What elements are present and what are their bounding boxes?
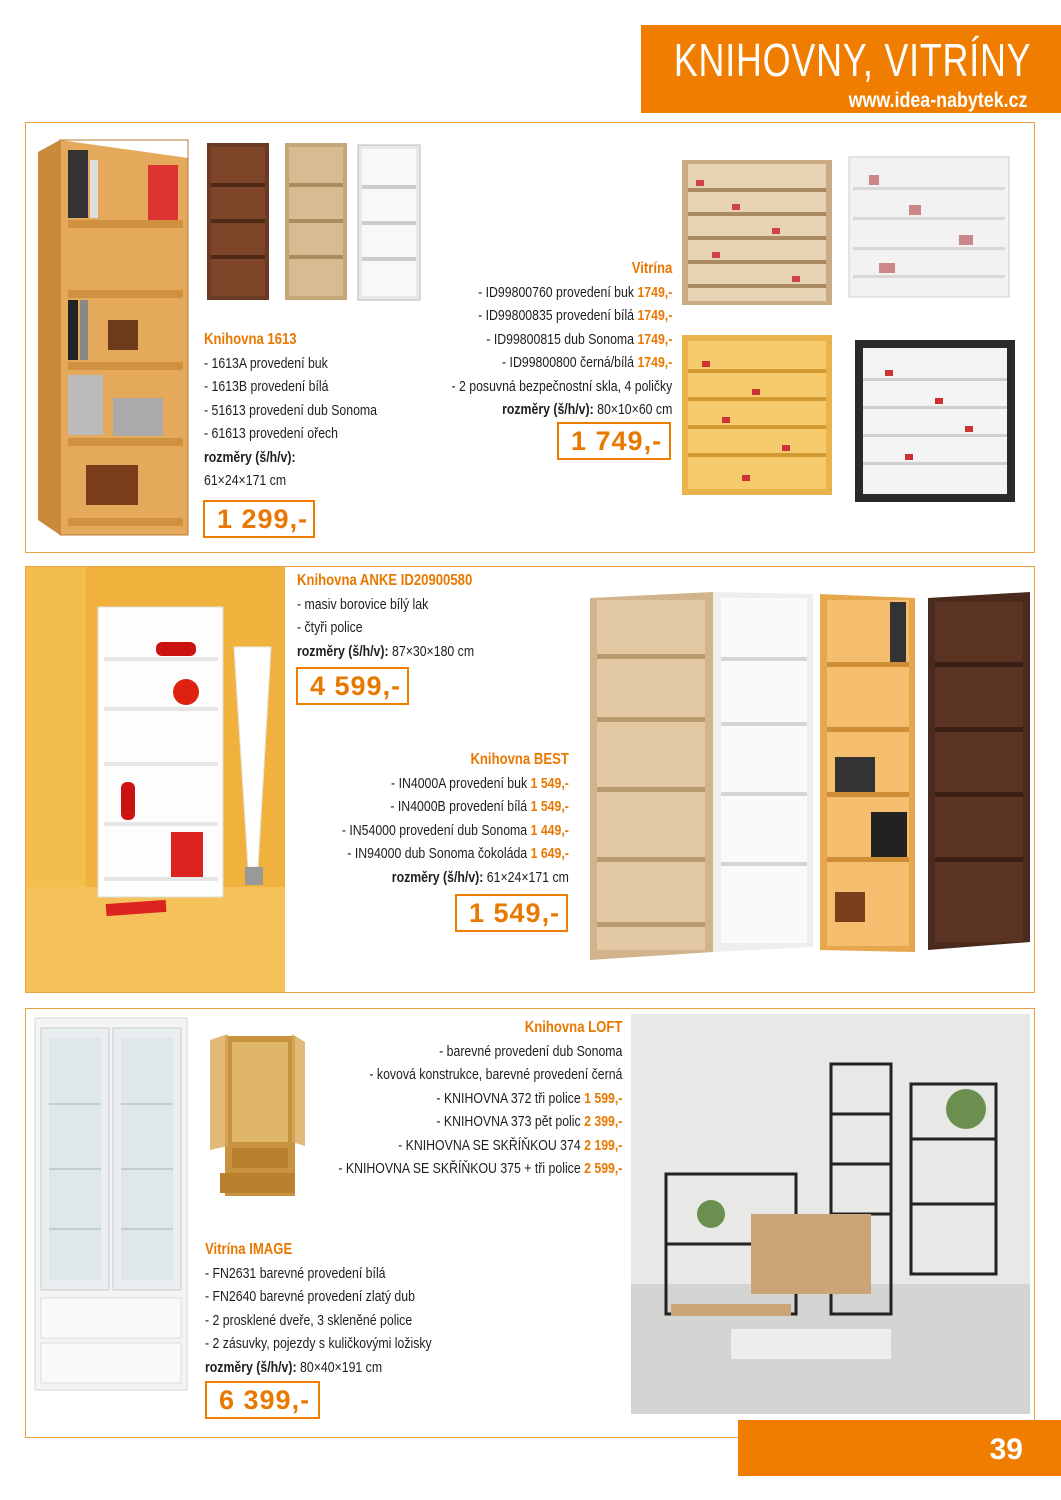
knihovna-1613-line: - 51613 provedení dub Sonoma [204, 401, 378, 419]
page-header [641, 25, 1061, 113]
page-number: 39 [738, 1420, 1061, 1476]
image-info [205, 1238, 432, 1379]
best-dimensions [342, 866, 569, 890]
vitrina-title: Vitrína [631, 260, 672, 277]
vitrina-item-text: - ID99800815 dub Sonoma [485, 330, 638, 348]
vitrina-item-text: - ID99800760 provedení buk [477, 283, 638, 301]
image-dimensions [205, 1356, 432, 1380]
best-item-price: 1 649,- [530, 845, 569, 862]
vitrina-item-price: 1749,- [637, 354, 672, 371]
bookshelf-1613-white-image [358, 145, 420, 300]
loft-item [338, 1110, 622, 1134]
knihovna-1613-info [204, 328, 377, 493]
vitrina-image-white-image [35, 1018, 187, 1390]
knihovna-loft-room-image [631, 1014, 1030, 1414]
best-dim-value: 61×24×171 cm [483, 868, 569, 886]
best-item-price: 1 449,- [530, 821, 569, 839]
vitrina-dim-label: rozměry (š/h/v): [501, 401, 594, 418]
best-item-text: - IN4000A provedení buk [391, 774, 531, 792]
loft-info [338, 1016, 622, 1181]
loft-title: Knihovna LOFT [524, 1019, 622, 1036]
bookshelf-1613-walnut-image [207, 143, 269, 300]
image-dim-label: rozměry (š/h/v): [205, 1358, 297, 1376]
loft-item-text: - KNIHOVNA SE SKŘÍŇKOU 375 + tři police [337, 1160, 584, 1177]
loft-item [338, 1087, 622, 1111]
anke-line: - masiv borovice bílý lak [297, 595, 429, 613]
knihovna-1613-dim-label: rozměry (š/h/v): [204, 448, 296, 466]
image-line: - 2 prosklené dveře, 3 skleněné police [205, 1311, 413, 1329]
vitrina-item-price: 1749,- [637, 283, 672, 301]
vitrina-dim-value: 80×10×60 cm [593, 401, 672, 418]
anke-title: Knihovna ANKE ID20900580 [297, 572, 473, 589]
vitrina-black-white-image [855, 340, 1015, 502]
anke-price: 4 599,- [296, 667, 409, 705]
bookshelf-1613-beech-image [38, 140, 188, 535]
vitrina-note: - 2 posuvná bezpečnostní skla, 4 poličky [451, 377, 672, 395]
loft-item-price: 2 599,- [583, 1160, 622, 1177]
loft-item-price: 1 599,- [583, 1089, 622, 1107]
best-item-text: - IN94000 dub Sonoma čokoláda [347, 845, 531, 862]
best-item [342, 795, 569, 819]
best-item [342, 772, 569, 796]
image-line: - FN2640 barevné provedení zlatý dub [205, 1288, 415, 1305]
loft-item [338, 1157, 622, 1181]
best-item-text: - IN4000B provedení bílá [390, 798, 531, 815]
knihovna-1613-price: 1 299,- [203, 500, 315, 538]
loft-item [338, 1134, 622, 1158]
best-item-price: 1 549,- [530, 798, 569, 815]
vitrina-item [451, 351, 672, 375]
anke-dimensions [297, 640, 474, 664]
image-title: Vitrína IMAGE [205, 1241, 293, 1258]
loft-item-text: - KNIHOVNA SE SKŘÍŇKOU 374 [397, 1136, 584, 1154]
vitrina-price: 1 749,- [557, 422, 671, 460]
image-line: - 2 zásuvky, pojezdy s kuličkovými ložisky [205, 1335, 432, 1352]
knihovna-best-image [585, 592, 1030, 962]
vitrina-white-image [849, 157, 1009, 297]
image-dim-value: 80×40×191 cm [296, 1358, 383, 1376]
knihovna-anke-room-image [26, 567, 285, 992]
vitrina-item-text: - ID99800835 provedení bílá [477, 307, 638, 324]
best-item [342, 819, 569, 843]
anke-line: - čtyři police [297, 619, 363, 636]
website-url[interactable]: www.idea-nabytek.cz [848, 89, 1027, 112]
best-dim-label: rozměry (š/h/v): [391, 868, 484, 886]
loft-line: - kovová konstrukce, barevné provedení černá [369, 1066, 622, 1083]
loft-item-text: - KNIHOVNA 373 pět polic [436, 1113, 584, 1130]
best-item [342, 842, 569, 866]
page-title: KNIHOVNY, VITRÍNY [673, 34, 1031, 86]
anke-info [297, 569, 474, 663]
knihovna-1613-title: Knihovna 1613 [204, 331, 297, 348]
vitrina-image-oak-image [210, 1028, 305, 1198]
loft-line: - barevné provedení dub Sonoma [438, 1042, 622, 1060]
loft-item-price: 2 199,- [583, 1136, 622, 1154]
vitrina-item-text: - ID99800800 černá/bílá [501, 354, 638, 371]
best-price: 1 549,- [455, 894, 568, 932]
knihovna-1613-line: - 1613B provedení bílá [204, 378, 329, 395]
knihovna-1613-line: - 61613 provedení ořech [204, 425, 339, 442]
best-item-text: - IN54000 provedení dub Sonoma [341, 821, 531, 839]
vitrina-info [451, 257, 672, 422]
bookshelf-1613-sonoma-image [285, 143, 347, 300]
image-line: - FN2631 barevné provedení bílá [205, 1264, 386, 1282]
anke-dim-value: 87×30×180 cm [388, 642, 475, 660]
image-price: 6 399,- [205, 1381, 320, 1419]
knihovna-1613-line: - 1613A provedení buk [204, 354, 328, 372]
vitrina-item [451, 328, 672, 352]
loft-item-text: - KNIHOVNA 372 tři police [436, 1089, 584, 1107]
anke-dim-label: rozměry (š/h/v): [297, 642, 389, 660]
loft-item-price: 2 399,- [583, 1113, 622, 1130]
best-title: Knihovna BEST [470, 751, 569, 768]
vitrina-item-price: 1749,- [637, 330, 672, 348]
vitrina-item [451, 281, 672, 305]
vitrina-dimensions [451, 398, 672, 422]
best-info [342, 748, 569, 889]
vitrina-item-price: 1749,- [637, 307, 672, 324]
vitrina-item [451, 304, 672, 328]
vitrina-sonoma-image [682, 150, 832, 305]
vitrina-beech-image [682, 335, 832, 495]
knihovna-1613-dim-value: 61×24×171 cm [204, 472, 287, 489]
best-item-price: 1 549,- [530, 774, 569, 792]
